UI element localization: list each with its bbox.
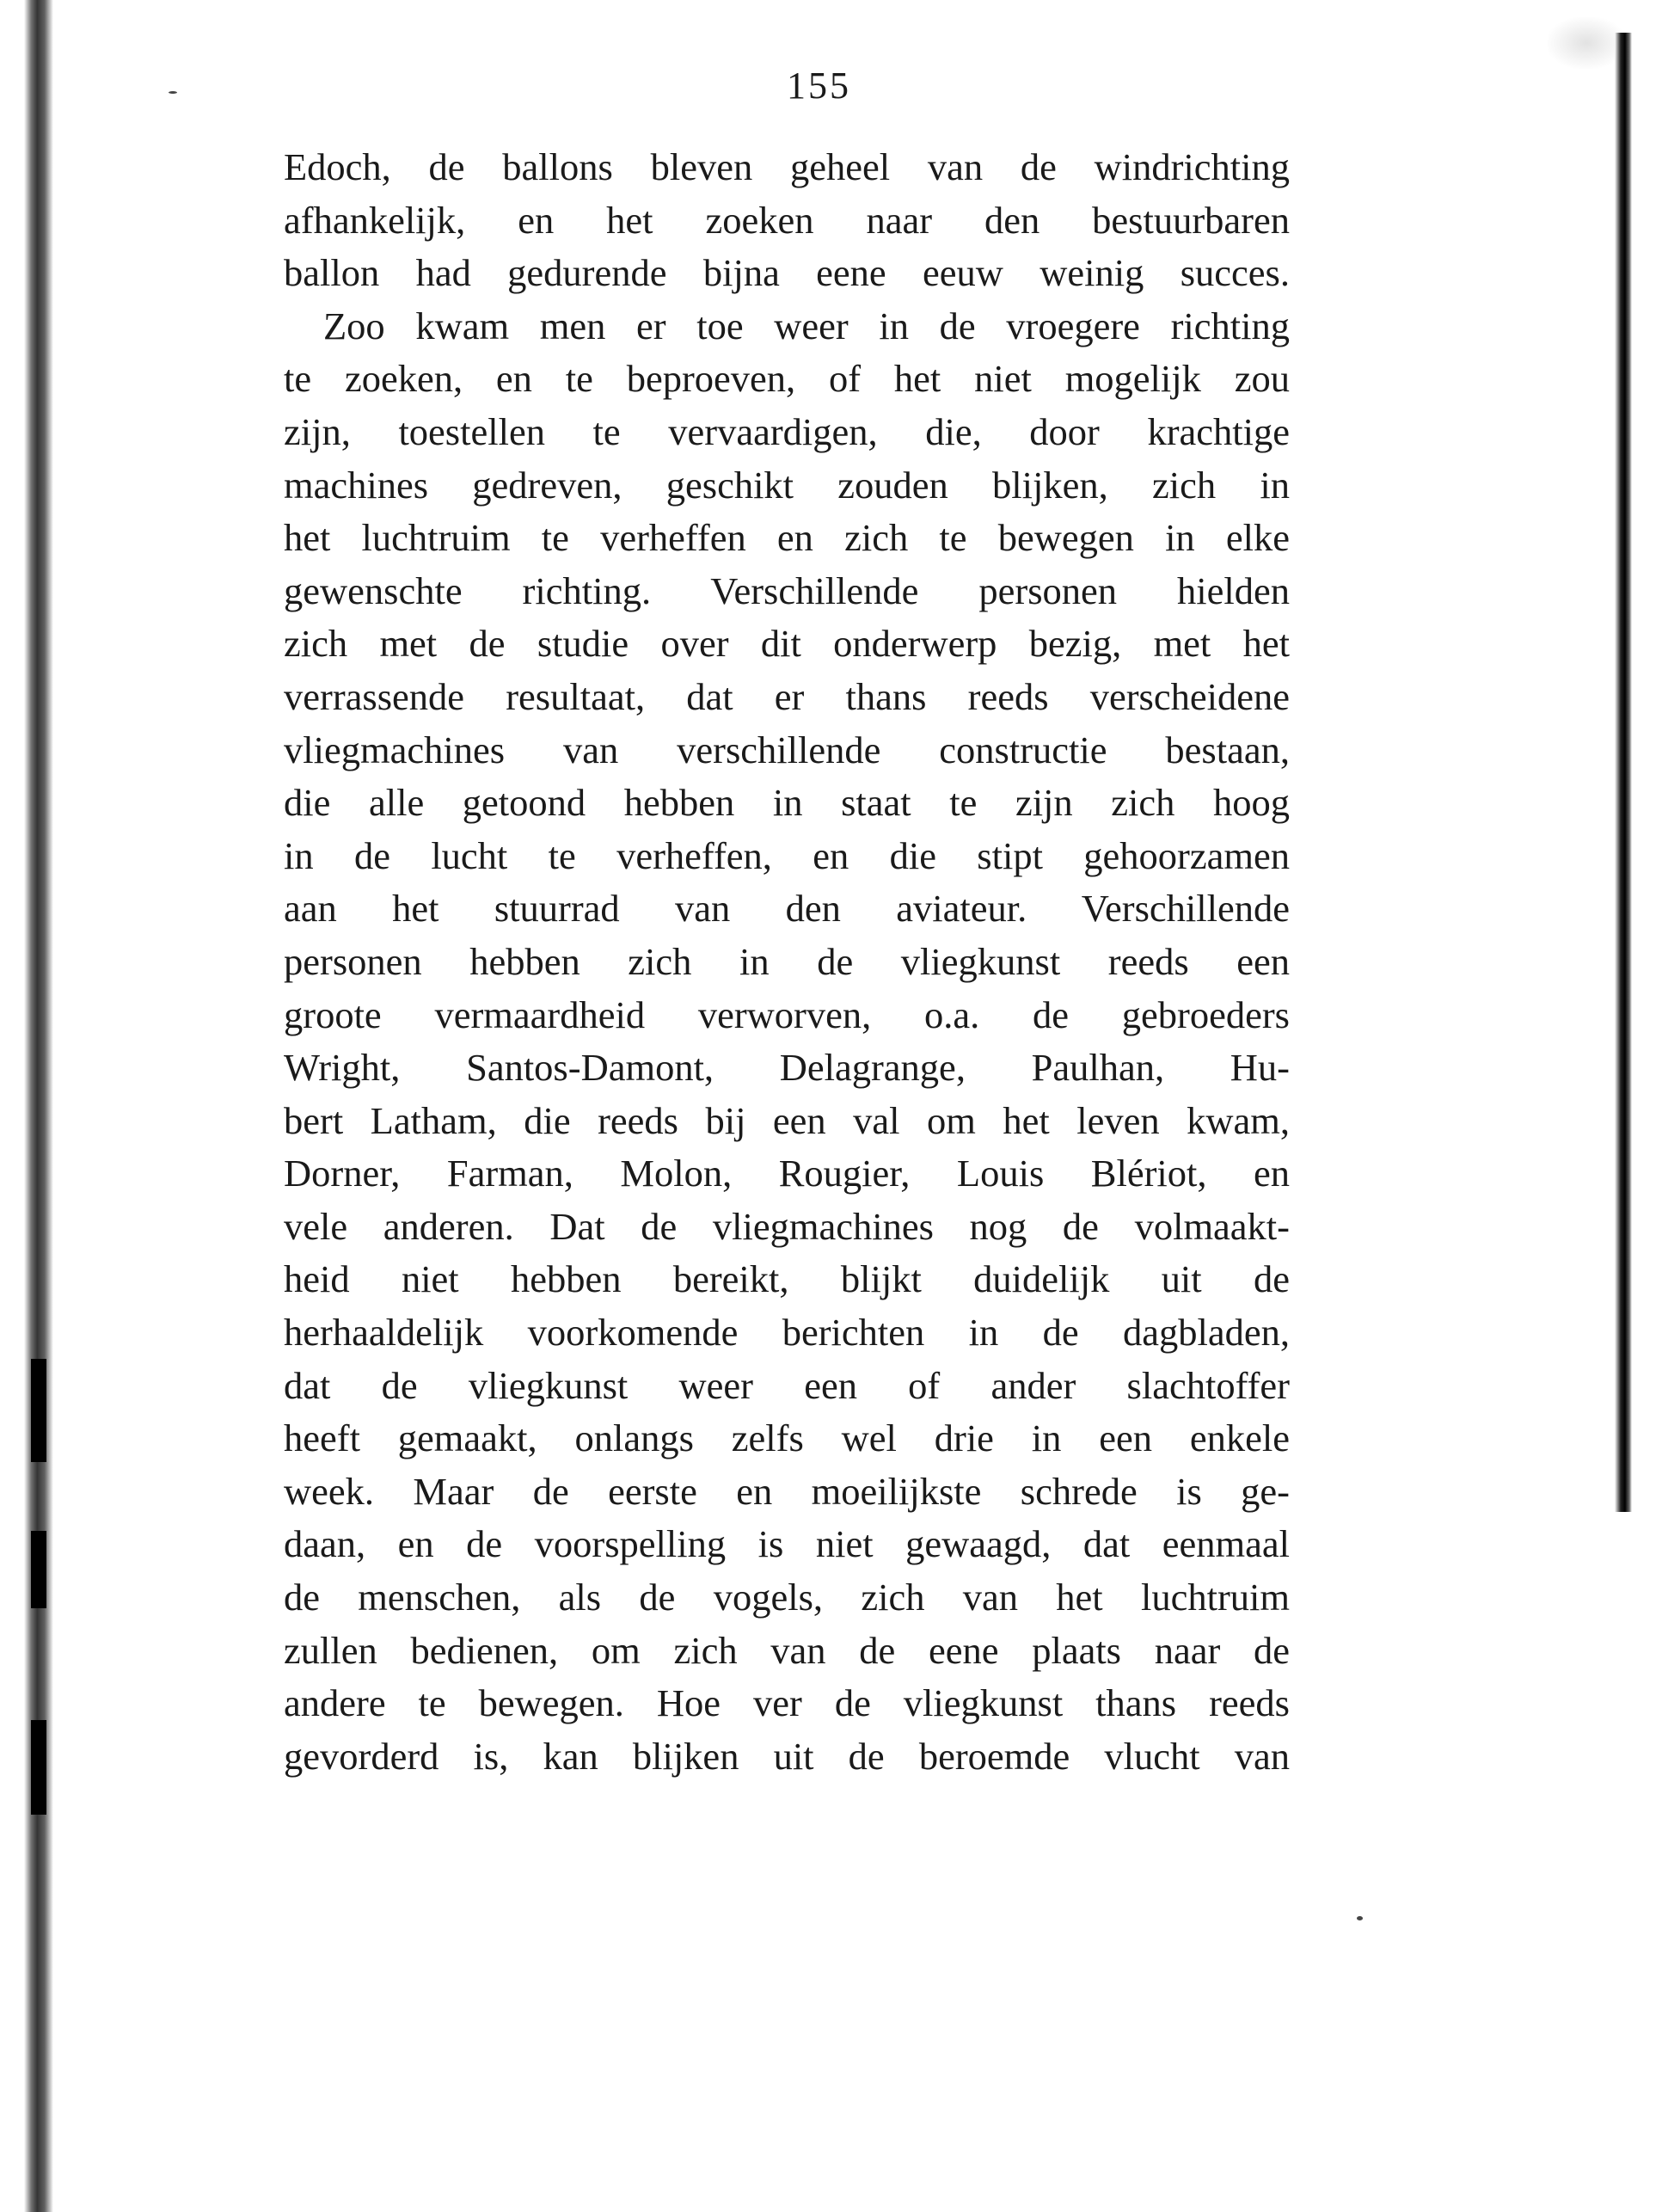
- text-line: verrassende resultaat, dat er thans reeds verscheidene: [284, 674, 1290, 718]
- scan-mark: [31, 1720, 46, 1815]
- text-line: te zoeken, en te beproeven, of het niet mogelijk zou: [284, 357, 1290, 401]
- text-line: Dorner, Farman, Molon, Rougier, Louis Blériot, en: [284, 1152, 1290, 1195]
- body-text: [284, 141, 1290, 1783]
- scan-mark: [31, 1359, 46, 1462]
- text-line: personen hebben zich in de vliegkunst reeds een: [284, 939, 1290, 983]
- scan-mark: [31, 1531, 46, 1608]
- text-line: die alle getoond hebben in staat te zijn zich hoog: [284, 781, 1290, 825]
- text-line: andere te bewegen. Hoe ver de vliegkunst thans reeds: [284, 1681, 1290, 1725]
- text-line: Zoo kwam men er toe weer in de vroegere richting: [323, 304, 1290, 347]
- text-line: afhankelijk, en het zoeken naar den bestuurbaren: [284, 198, 1290, 242]
- text-line: machines gedreven, geschikt zouden blijken, zich in: [284, 463, 1290, 507]
- text-line: herhaaldelijk voorkomende berichten in de dagbladen,: [284, 1311, 1290, 1355]
- text-line: aan het stuurrad van den aviateur. Verschillende: [284, 887, 1290, 931]
- scan-smudge: [1548, 17, 1625, 69]
- text-line: groote vermaardheid verworven, o.a. de gebroeders: [284, 992, 1290, 1036]
- text-line: gevorderd is, kan blijken uit de beroemde vlucht van: [284, 1734, 1290, 1778]
- text-line: dat de vliegkunst weer een of ander slachtoffer: [284, 1363, 1290, 1407]
- binding-edge-left: [24, 0, 53, 2212]
- text-line: heid niet hebben bereikt, blijkt duidelijk uit de: [284, 1257, 1290, 1301]
- text-line: Wright, Santos-Damont, Delagrange, Paulhan, Hu-: [284, 1046, 1290, 1090]
- text-line: zich met de studie over dit onderwerp bezig, met het: [284, 622, 1290, 666]
- text-line: vele anderen. Dat de vliegmachines nog de volmaakt-: [284, 1204, 1290, 1248]
- text-line: heeft gemaakt, onlangs zelfs wel drie in een enkele: [284, 1416, 1290, 1460]
- text-line: de menschen, als de vogels, zich van het luchtruim: [284, 1576, 1290, 1619]
- text-line: het luchtruim te verheffen en zich te bewegen in elke: [284, 516, 1290, 560]
- text-line: zullen bedienen, om zich van de eene plaats naar de: [284, 1628, 1290, 1672]
- text-line: ballon had gedurende bijna eene eeuw weinig succes.: [284, 251, 1290, 295]
- text-line: Edoch, de ballons bleven geheel van de windrichting: [284, 145, 1290, 188]
- text-line: gewenschte richting. Verschillende personen hielden: [284, 568, 1290, 612]
- text-line: daan, en de voorspelling is niet gewaagd, dat eenmaal: [284, 1522, 1290, 1566]
- scan-speck: [1357, 1916, 1363, 1920]
- text-line: in de lucht te verheffen, en die stipt gehoorzamen: [284, 833, 1290, 877]
- text-line: week. Maar de eerste en moeilijkste schrede is ge-: [284, 1469, 1290, 1513]
- page-number: 155: [787, 65, 851, 107]
- text-line: vliegmachines van verschillende constructie bestaan,: [284, 728, 1290, 771]
- text-line: zijn, toestellen te vervaardigen, die, door krachtige: [284, 409, 1290, 453]
- text-line: bert Latham, die reeds bij een val om het leven kwam,: [284, 1098, 1290, 1142]
- binding-edge-right: [1615, 33, 1632, 1512]
